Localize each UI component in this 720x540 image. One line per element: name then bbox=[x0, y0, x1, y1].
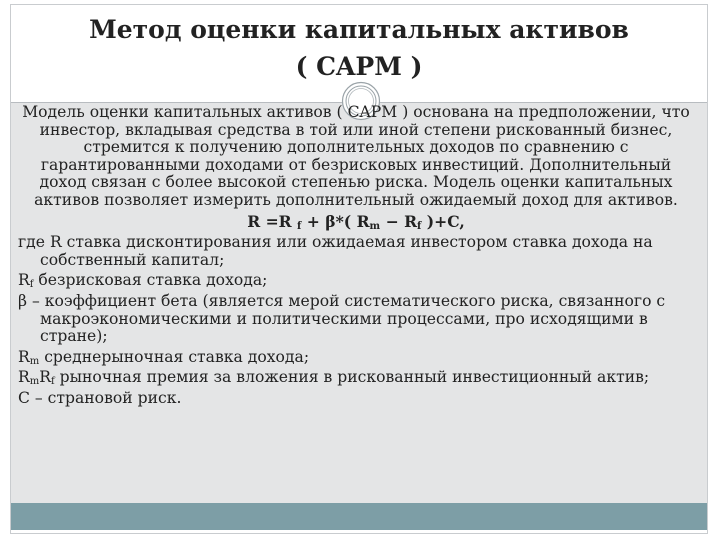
definition-country-risk: C – страновой риск. bbox=[18, 388, 182, 407]
title-line-2: ( CAPM ) bbox=[295, 52, 423, 81]
definition-rm: $R_m$ среднерыночная ставка дохода; bbox=[18, 347, 310, 367]
definition-rf: $R_f$ безрисковая ставка дохода; bbox=[18, 271, 268, 291]
capm-formula: R =R $_f$ + β*( $R_m - R_f$ )+C, bbox=[247, 211, 465, 232]
slide-body bbox=[18, 104, 694, 408]
definition-r: где R ставка дисконтирования или ожидаемая инвестором ставка дохода на собственный капитал; bbox=[18, 233, 653, 269]
slide-title bbox=[11, 11, 707, 85]
intro-paragraph: Модель оценки капитальных активов ( CAPM ) основана на предположении, что инвестор, вкладывая средства в той или иной степени рискованный бизнес, стремится к получению дополнительных доходов по сравнению с гарантированными доходами от безрисковых инвестиций. Дополнительный доход связан с более высокой степенью риска. Модель оценки капитальных активов позволяет измерить дополнительный ожидаемый доход для активов. bbox=[22, 103, 690, 209]
definition-risk-premium: $R_mR_f$ рыночная премия за вложения в рискованный инвестиционный актив; bbox=[18, 368, 650, 388]
definition-beta: β – коэффициент бета (является мерой систематического риска, связанного с макроэкономическими и политическими процессами, про исходящими в стране); bbox=[18, 291, 666, 346]
footer-bar bbox=[11, 503, 707, 530]
title-line-1: Метод оценки капитальных активов bbox=[89, 15, 629, 44]
